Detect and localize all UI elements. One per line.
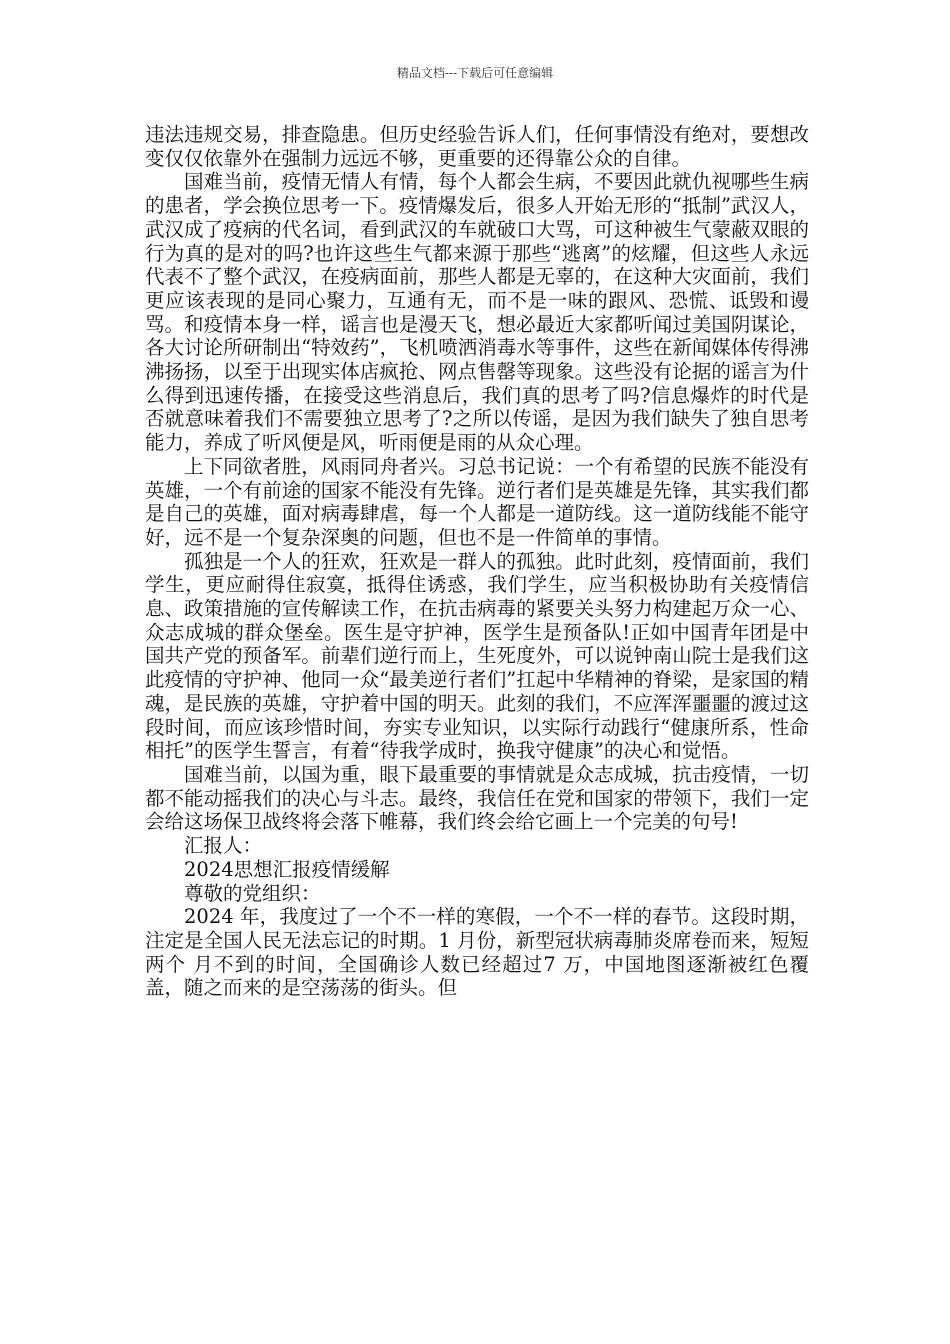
paragraph-rumor: 国难当前，疫情无情人有情，每个人都会生病，不要因此就仇视哪些生病的患者，学会换位思考一下。疫情爆发后，很多人开始无形的“抵制”武汉人，武汉成了疫病的代名词，看到武汉的车就破口大骂，可这种被生气蒙蔽双眼的行为真的是对的吗?也许这些生气都来源于那些“逃离”的炫耀，但这些人永远代表不了整个武汉，在疫病面前，那些人都是无辜的，在这种大灾面前，我们更应该表现的是同心聚力，互通有无，而不是一味的跟风、恐慌、诋毁和谩骂。和疫情本身一样，谣言也是漫天飞，想必最近大家都听闻过美国阴谋论，各大讨论所研制出“特效药”，飞机喷洒消毒水等事件，这些在新闻媒体传得沸沸扬扬，以至于出现实体店疯抢、网点售罄等现象。这些没有论据的谣言为什么得到迅速传播，在接受这些消息后，我们真的思考了吗?信息爆炸的时代是否就意味着我们不需要独立思考了?之所以传谣，是因为我们缺失了独自思考能力，养成了听风便是风，听雨便是雨的从众心理。 <box>145 170 809 455</box>
paragraph-students: 孤独是一个人的狂欢，狂欢是一群人的孤独。此时此刻，疫情面前，我们学生，更应耐得住寂寞，抵得住诱惑，我们学生，应当积极协助有关疫情信息、政策措施的宣传解读工作，在抗击病毒的紧要关头努力构建起万众一心、众志成城的群众堡垒。医生是守护神，医学生是预备队!正如中国青年团是中国共产党的预备军。前辈们逆行而上，生死度外，可以说钟南山院士是我们这此疫情的守护神、他同一众“最美逆行者们”扛起中华精神的脊梁，是家国的精魂，是民族的英雄，守护着中国的明天。此刻的我们，不应浑浑噩噩的渡过这段时间，而应该珍惜时间，夯实专业知识，以实际行动践行“健康所系，性命相托”的医学生誓言，有着“待我学成时，换我守健康”的决心和觉悟。 <box>145 549 809 763</box>
paragraph-opening: 2024 年，我度过了一个不一样的寒假，一个不一样的春节。这段时期，注定是全国人民无法忘记的时期。1 月份，新型冠状病毒肺炎席卷而来，短短两个 月不到的时间，全国确诊人数已经超过7 万，中国地图逐渐被红色覆盖，随之而来的是空荡荡的街头。但 <box>145 905 809 1000</box>
document-title: 2024思想汇报疫情缓解 <box>184 857 390 881</box>
signature-reporter: 汇报人： <box>184 834 263 858</box>
salutation: 尊敬的党组织： <box>184 881 321 905</box>
document-body <box>145 123 809 1000</box>
page-header: 精品文档---下载后可任意编辑 <box>396 66 554 80</box>
paragraph-heroes: 上下同欲者胜，风雨同舟者兴。习总书记说：一个有希望的民族不能没有英雄，一个有前途的国家不能没有先锋。逆行者们是英雄是先锋，其实我们都是自己的英雄，面对病毒肆虐，每一个人都是一道防线。这一道防线能不能守好，远不是一个复杂深奥的问题，但也不是一件简单的事情。 <box>145 454 809 549</box>
paragraph-continuation: 违法违规交易，排查隐患。但历史经验告诉人们，任何事情没有绝对，要想改变仅仅依靠外在强制力远远不够，更重要的还得靠公众的自律。 <box>145 123 809 170</box>
paragraph-conclusion: 国难当前，以国为重，眼下最重要的事情就是众志成城，抗击疫情，一切都不能动摇我们的决心与斗志。最终，我信任在党和国家的带领下，我们一定会给这场保卫战终将会落下帷幕，我们终会给它画上一个完美的句号! <box>145 762 809 834</box>
